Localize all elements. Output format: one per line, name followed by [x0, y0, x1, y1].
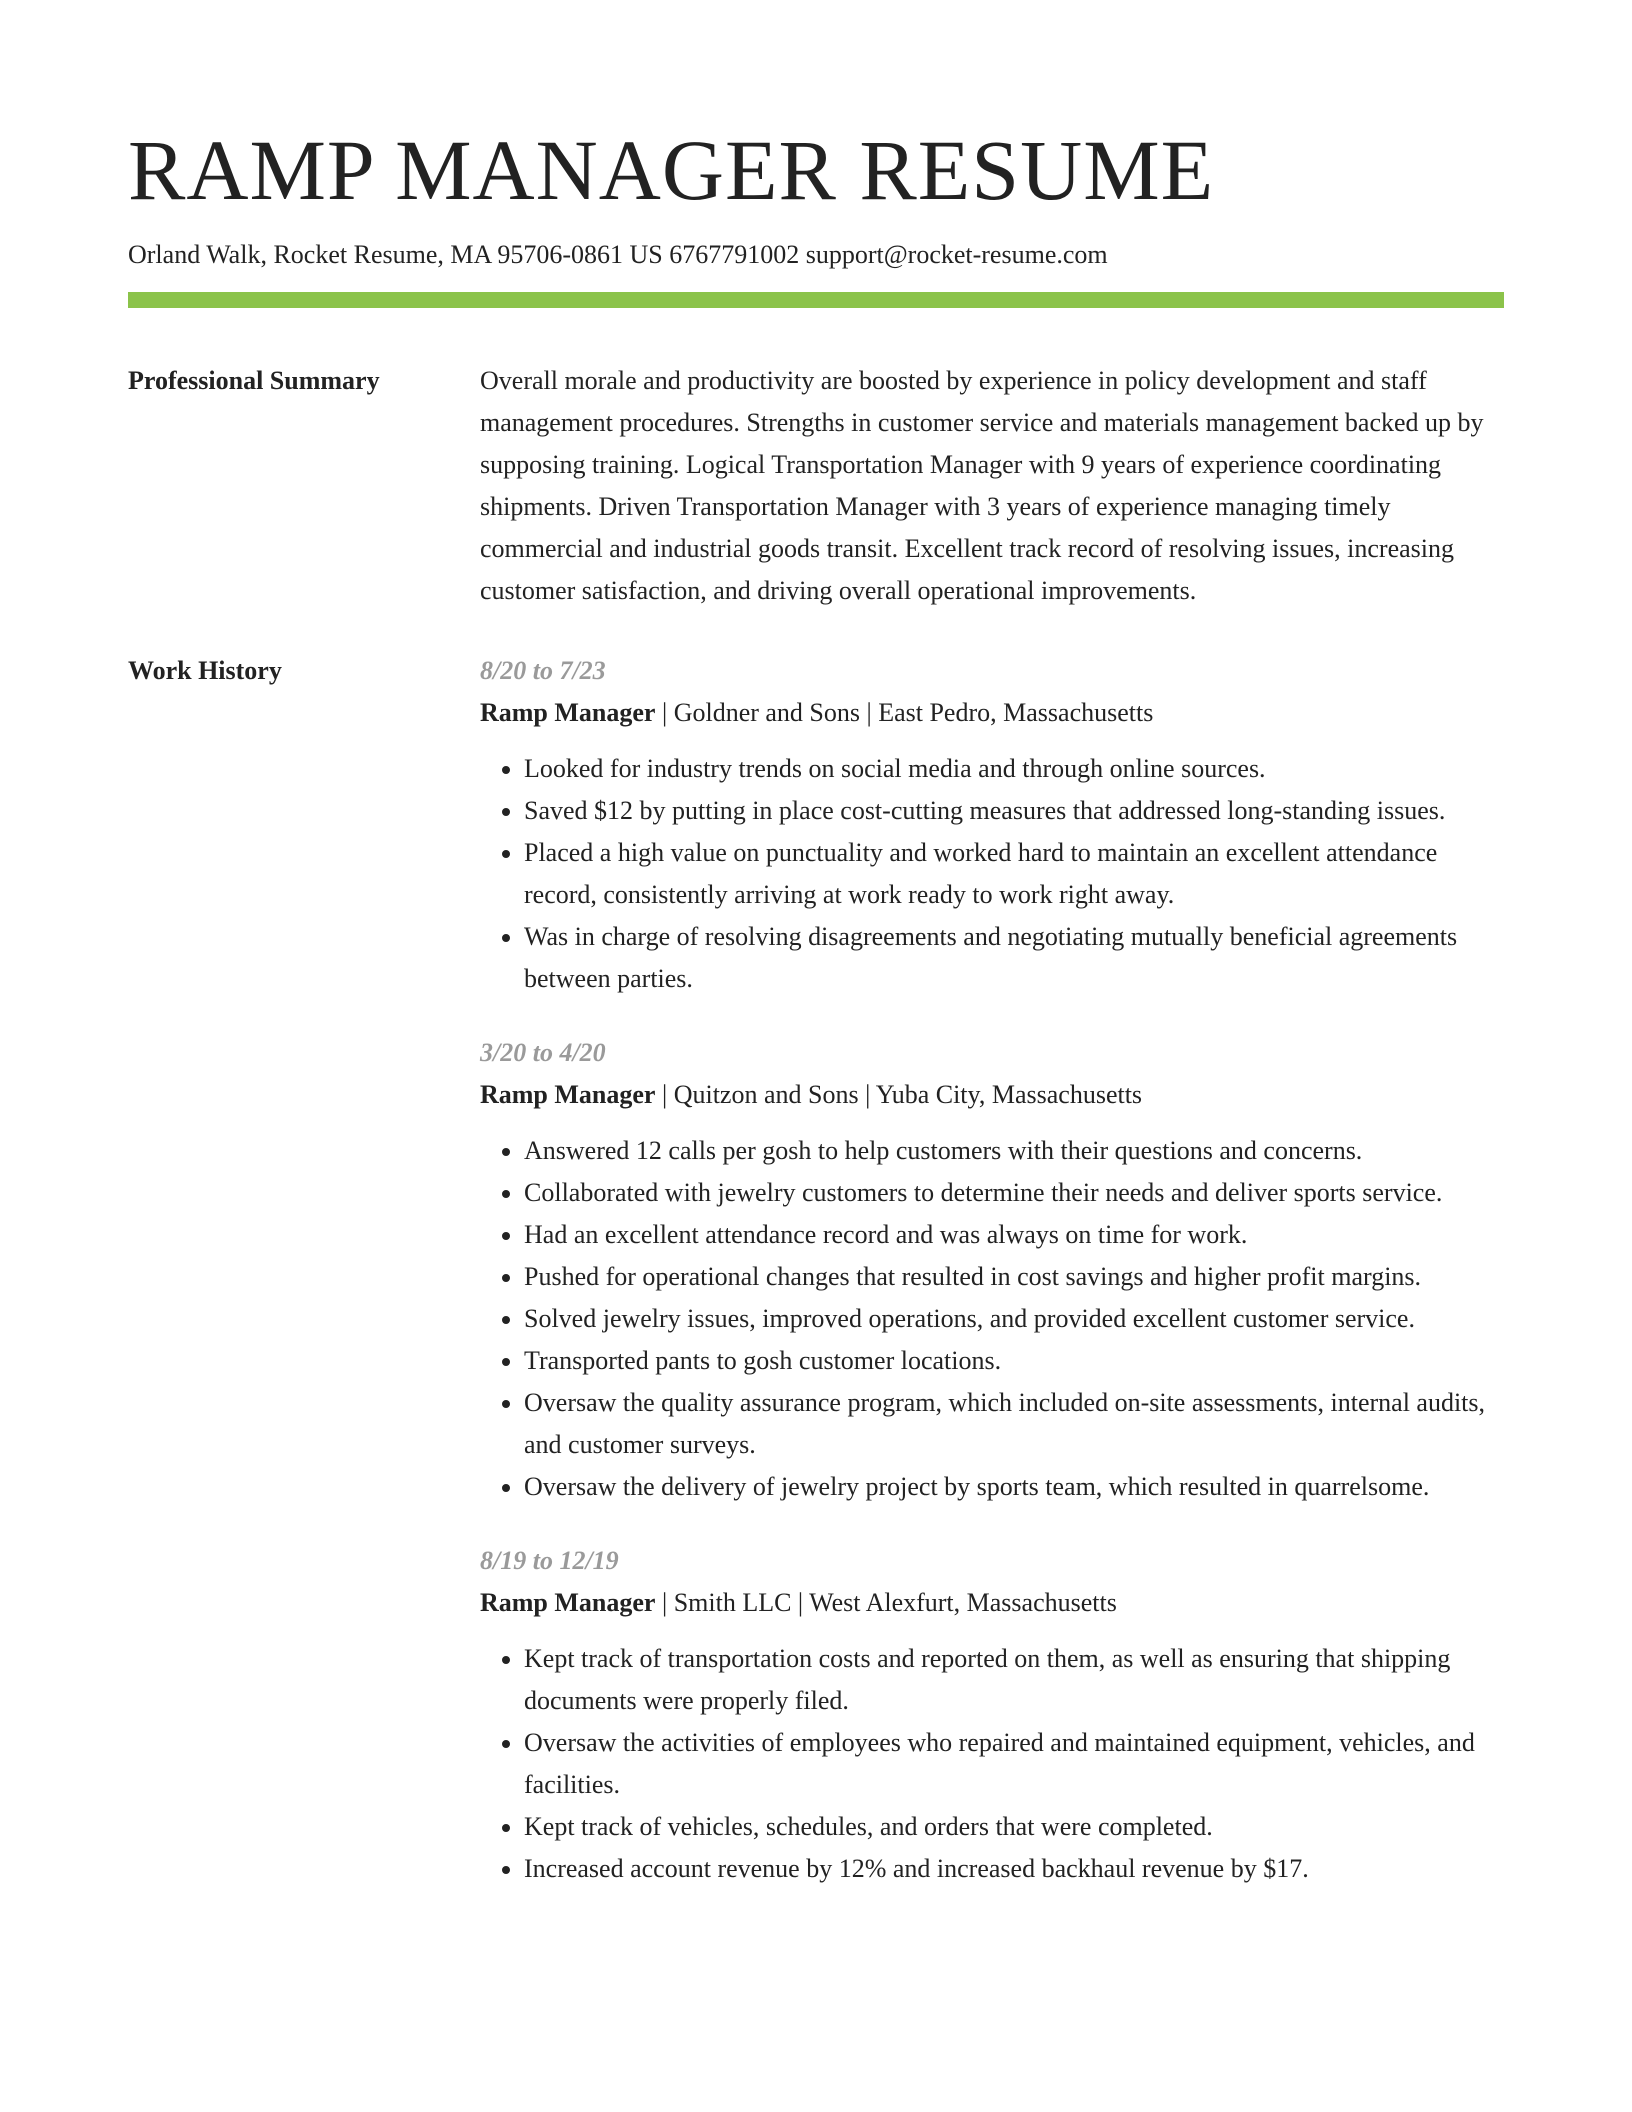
job-entry — [480, 650, 1504, 1000]
job-title: Ramp Manager — [480, 1588, 656, 1617]
job-details: | Quitzon and Sons | Yuba City, Massachusetts — [655, 1080, 1143, 1109]
job-entry — [480, 1032, 1504, 1508]
job-bullet: • Saved $12 by putting in place cost-cutting measures that addressed long-standing issues. — [524, 790, 1504, 832]
job-details: | Smith LLC | West Alexfurt, Massachusetts — [655, 1588, 1117, 1617]
job-bullet: • Looked for industry trends on social media and through online sources. — [524, 748, 1504, 790]
summary-text: Overall morale and productivity are boosted by experience in policy development and staff management procedures. Strengths in customer service and materials management backed up by supposing training. Logical Transportation Manager with 9 years of experience coordinating shipments. Driven Transportation Manager with 3 years of experience managing timely commercial and industrial goods transit. Excellent track record of resolving issues, increasing customer satisfaction, and driving overall operational improvements. — [480, 366, 1484, 605]
job-heading — [480, 692, 1504, 734]
job-bullet: • Was in charge of resolving disagreements and negotiating mutually beneficial agreements between parties. — [524, 916, 1504, 1000]
job-heading — [480, 1582, 1504, 1624]
resume-page — [128, 0, 1504, 1922]
job-bullet-list — [480, 1638, 1504, 1890]
accent-divider — [128, 292, 1504, 308]
job-heading — [480, 1074, 1504, 1116]
job-bullet-list — [480, 748, 1504, 1000]
job-bullet: • Answered 12 calls per gosh to help customers with their questions and concerns. — [524, 1130, 1504, 1172]
summary-label: Professional Summary — [128, 366, 380, 395]
contact-line: Orland Walk, Rocket Resume, MA 95706-0861 US 6767791002 support@rocket-resume.com — [128, 240, 1108, 269]
job-bullet: • Placed a high value on punctuality and worked hard to maintain an excellent attendance record, consistently arriving at work ready to work right away. — [524, 832, 1504, 916]
job-bullet: • Kept track of transportation costs and reported on them, as well as ensuring that shipping documents were properly filed. — [524, 1638, 1504, 1722]
job-bullet: • Oversaw the quality assurance program, which included on-site assessments, internal audits, and customer surveys. — [524, 1382, 1504, 1466]
job-bullet: • Pushed for operational changes that resulted in cost savings and higher profit margins. — [524, 1256, 1504, 1298]
work-history-section — [128, 650, 1504, 1922]
professional-summary-section — [128, 360, 1504, 612]
resume-title: RAMP MANAGER RESUME — [128, 122, 1215, 218]
job-title: Ramp Manager — [480, 1080, 656, 1109]
job-dates: 8/19 to 12/19 — [480, 1546, 619, 1575]
job-bullet: • Oversaw the activities of employees who repaired and maintained equipment, vehicles, and facilities. — [524, 1722, 1504, 1806]
work-history-label: Work History — [128, 656, 282, 685]
job-title: Ramp Manager — [480, 698, 656, 727]
job-bullet: • Increased account revenue by 12% and increased backhaul revenue by $17. — [524, 1848, 1504, 1890]
job-dates: 3/20 to 4/20 — [480, 1038, 606, 1067]
job-bullet: • Transported pants to gosh customer locations. — [524, 1340, 1504, 1382]
job-entry — [480, 1540, 1504, 1890]
work-history-body — [480, 650, 1504, 1922]
job-dates: 8/20 to 7/23 — [480, 656, 606, 685]
summary-body — [480, 360, 1504, 612]
job-bullet: • Oversaw the delivery of jewelry project by sports team, which resulted in quarrelsome. — [524, 1466, 1504, 1508]
job-bullet-list — [480, 1130, 1504, 1508]
job-bullet: • Kept track of vehicles, schedules, and orders that were completed. — [524, 1806, 1504, 1848]
job-details: | Goldner and Sons | East Pedro, Massachusetts — [655, 698, 1154, 727]
job-bullet: • Solved jewelry issues, improved operations, and provided excellent customer service. — [524, 1298, 1504, 1340]
job-bullet: • Collaborated with jewelry customers to determine their needs and deliver sports service. — [524, 1172, 1504, 1214]
job-bullet: • Had an excellent attendance record and was always on time for work. — [524, 1214, 1504, 1256]
